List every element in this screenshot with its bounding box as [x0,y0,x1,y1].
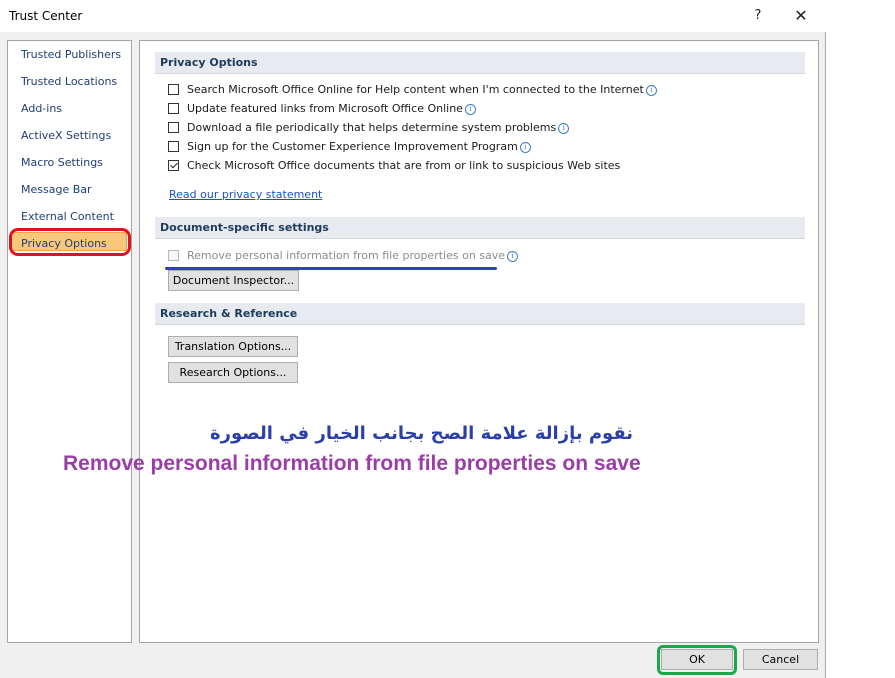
sidebar-item-external-content[interactable]: External Content [21,210,114,223]
close-icon: ✕ [794,6,808,25]
ok-button[interactable]: OK [661,649,733,670]
info-icon: i [507,251,518,262]
option-label: Sign up for the Customer Experience Improvement Program [187,140,518,153]
option-label: Update featured links from Microsoft Office Online [187,102,463,115]
document-inspector-button[interactable]: Document Inspector... [168,270,299,291]
privacy-options-title: Privacy Options [160,56,258,69]
sidebar-item-trusted-locations[interactable]: Trusted Locations [21,75,118,88]
sidebar-item-add-ins[interactable]: Add-ins [21,102,63,115]
research-reference-header [155,303,805,325]
english-instruction-text: Remove personal information from file properties on save [63,452,641,475]
arabic-instruction-text: نقوم بإزالة علامة الصح بجانب الخيار في الصورة [210,423,634,444]
info-icon: i [465,104,476,115]
window-title: Trust Center [9,9,83,23]
checkbox[interactable] [168,103,179,114]
research-options-button[interactable]: Research Options... [168,362,298,383]
help-button[interactable] [745,3,771,29]
info-icon: i [646,85,657,96]
option-label: Check Microsoft Office documents that are from or link to suspicious Web sites [187,159,621,172]
sidebar-item-activex-settings[interactable]: ActiveX Settings [21,129,112,142]
checkbox-disabled[interactable] [168,250,179,261]
info-icon: i [520,142,531,153]
privacy-statement-link[interactable]: Read our privacy statement [169,188,323,201]
green-highlight-outline [657,645,737,675]
privacy-options-panel [139,40,819,643]
sidebar-item-trusted-publishers[interactable]: Trusted Publishers [21,48,122,61]
option-label: Remove personal information from file properties on save [187,249,506,262]
checkbox[interactable] [168,141,179,152]
sidebar-item-message-bar[interactable]: Message Bar [21,183,92,196]
sidebar-item-privacy-options[interactable]: Privacy Options [21,237,107,250]
checkbox[interactable] [168,84,179,95]
translation-options-button[interactable]: Translation Options... [168,336,298,357]
checkbox[interactable] [168,122,179,133]
privacy-options-header [155,52,805,74]
checkbox-checked[interactable] [168,160,179,171]
option-label: Search Microsoft Office Online for Help content when I'm connected to the Internet [187,83,644,96]
research-reference-title: Research & Reference [160,307,298,320]
sidebar-item-macro-settings[interactable]: Macro Settings [21,156,103,169]
close-button[interactable] [786,3,816,29]
red-highlight-outline [9,228,131,256]
info-icon: i [558,123,569,134]
option-label: Download a file periodically that helps determine system problems [187,121,557,134]
cancel-button[interactable]: Cancel [743,649,818,670]
title-bar [0,0,826,32]
sidebar-nav [7,40,132,643]
document-specific-header [155,217,805,239]
document-specific-title: Document-specific settings [160,221,329,234]
help-icon: ? [754,8,762,23]
